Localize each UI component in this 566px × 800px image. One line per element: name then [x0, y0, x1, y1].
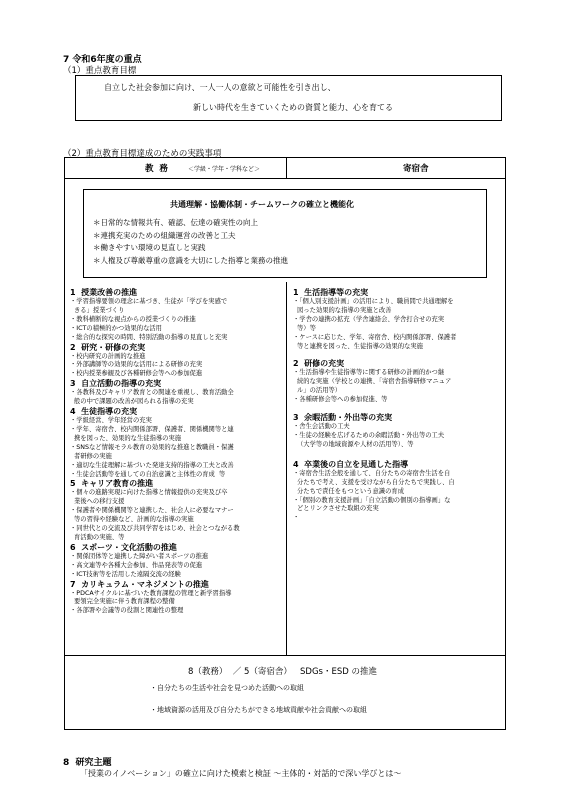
kyomu-line: ・関係団体等と連携した障がい者スポーツの推進: [70, 552, 209, 560]
kishukusha-line: ・舎生会活動の工夫: [293, 423, 350, 431]
goal-line-2: 新しい時代を生きていくための資質と能力、心を育てる: [193, 103, 393, 112]
kyomu-line: ・適切な生徒理解に基づいた発達支持的指導の工夫と改善: [70, 461, 234, 469]
common-title: 共通理解・協働体制・チームワークの確立と機能化: [170, 200, 354, 209]
kyomu-line: ・ICT技術等を活用した遠隔交流の経験: [70, 570, 181, 578]
kishukusha-line: ・生徒の経験を広げるための余暇活動・外出等の工夫: [293, 431, 445, 439]
header-kyomu: 教 務: [145, 164, 168, 174]
kyomu-line: ・学級経営、学年経営の充実: [70, 417, 152, 425]
kyomu-line: ・教科横断的な視点からの授業づくりの推進: [70, 315, 196, 323]
kyomu-line: 者研修の実施: [70, 452, 112, 460]
kyomu-block-5: [70, 479, 284, 542]
goal-box: [75, 75, 502, 121]
kyomu-column: [70, 288, 284, 616]
kishukusha-line: 等）等: [293, 324, 316, 332]
kishukusha-line: 等と連携を図った、生徒指導の効果的な実施: [293, 342, 423, 350]
kyomu-heading: 6 スポーツ・文化活動の推進: [70, 542, 177, 552]
kyomu-block-4: [70, 407, 284, 479]
section-7-title: 7 令和6年度の重点: [63, 55, 142, 65]
kyomu-line: ・各教科及びキャリア教育との関連を重視し、教育活動全: [70, 389, 234, 397]
kyomu-block-2: [70, 343, 284, 380]
kyomu-line: 般の中で課題の改善が図られる指導の充実: [70, 398, 194, 406]
kishukusha-line: 続的な実施（学校との連携、「寄宿舎指導研修マニュア: [293, 378, 452, 386]
subsection-1-title: （1）重点教育目標: [63, 66, 137, 76]
kishukusha-block-3: [293, 413, 503, 450]
header-kishukusha: 寄宿舎: [403, 164, 429, 174]
kishukusha-line: ・寄宿舎生活全般を通して、自分たちの寄宿舎生活を自: [293, 469, 451, 477]
kyomu-line: ・校内授業参観及び各種研修会等への参加促進: [70, 370, 203, 378]
kyomu-line: ・外部講師等の効果的な活用による研修の充実: [70, 361, 203, 369]
kishukusha-line: ・各種研修会等への参加促進、等: [293, 396, 388, 404]
kyomu-block-3: [70, 379, 284, 407]
kyomu-heading: 3 自立活動の指導の充実: [70, 379, 162, 389]
kyomu-line: ・各部署や会議等の役割と関連性の整理: [70, 607, 184, 615]
kyomu-heading: 7 カリキュラム・マネジメントの推進: [70, 579, 209, 589]
kyomu-line: ・総合的な探究の時間、特別活動の指導の見直しと充実: [70, 333, 228, 341]
kyomu-line: ・保護者や関係機関等と連携した、社会人に必要なマナー: [70, 507, 234, 515]
goal-line-1: 自立した社会参加に向け、一人一人の意欲と可能性を引き出し、: [104, 83, 336, 92]
sdgs-divider: [64, 655, 506, 656]
header-kyomu-note: ＜学級・学年・学科など＞: [188, 166, 261, 173]
kyomu-line: ・学習指導要領の理念に基づき、生徒が「学びを実感で: [70, 298, 228, 305]
kyomu-line: 業後への移行支援: [70, 498, 125, 506]
kishukusha-line: 図った効果的な指導の実施と改善: [293, 306, 392, 314]
kishukusha-column: [293, 288, 503, 523]
kyomu-line: 育活動の実施、等: [70, 533, 125, 541]
kishukusha-heading: 4 卒業後の自立を見通した指導: [293, 459, 409, 469]
kyomu-heading: 2 研究・研修の充実: [70, 342, 146, 352]
common-item: ＊働きやすい環境の見直しと実践: [93, 243, 206, 252]
header-divider: [65, 178, 505, 179]
kyomu-line: ・SNSなど情報モラル教育の効果的な推進と教職員・保護: [70, 443, 234, 451]
kishukusha-line: ・: [293, 514, 300, 522]
kyomu-line: 等の習得や経験など、計画的な指導の実施: [70, 516, 194, 524]
common-item: ＊連携充実のための組織運営の改善と工夫: [93, 230, 236, 240]
kyomu-line: ・学年、寄宿舎、校内関係部署、保護者、関係機関等と連: [70, 425, 234, 433]
kyomu-line: きる」授業づくり: [70, 306, 125, 314]
kyomu-line: ・生徒会活動等を通しての自治意識と主体性の育成 等: [70, 470, 226, 478]
kyomu-line: ・高文連等や各種大会参加、作品発表等の促進: [70, 561, 203, 569]
kyomu-line: ・ICTの積極的かつ効果的な活用: [70, 324, 162, 332]
kishukusha-line: ル」の活用等）: [293, 387, 342, 395]
section-8-title: 8 研究主題: [63, 758, 112, 768]
kishukusha-line: ・ケースに応じた、学年、寄宿舎、校内関係部署、保護者: [293, 333, 457, 341]
kishukusha-heading: 2 研修の充実: [293, 359, 345, 369]
kyomu-block-1: [70, 288, 284, 343]
sdgs-item: ・自分たちの生活や社会を見つめた活動への取組: [150, 684, 304, 692]
common-list: [93, 217, 288, 267]
kishukusha-line: ・「個人別支援計画」の活用により、職員間で共通理解を: [293, 298, 454, 305]
kyomu-block-6: [70, 543, 284, 580]
kyomu-line: ・校内研究の計画的な推進: [70, 352, 146, 360]
kishukusha-heading: 3 余暇活動・外出等の充実: [293, 413, 393, 423]
column-divider: [286, 282, 287, 655]
research-theme: 「授業のイノベーション」の確立に向けた模索と検証 〜主体的・対話的で深い学びとは〜: [80, 769, 402, 778]
kishukusha-line: 分たちで考え、支援を受けながら自分たちで実践し、自: [293, 478, 455, 486]
common-box: [83, 189, 487, 278]
kyomu-heading: 1 授業改善の推進: [70, 288, 138, 297]
common-item: ＊人権及び尊厳尊重の意識を大切にした指導と業務の推進: [93, 255, 288, 265]
kyomu-block-7: [70, 580, 284, 617]
kyomu-line: ・個々の進路実現に向けた指導と情報提供の充実及び卒: [70, 489, 228, 497]
kishukusha-line: ・「個別の教育支援計画」「自立活動の個別の指導画」な: [293, 496, 451, 504]
kyomu-line: 要領完全実施に伴う教育課程の整備: [70, 598, 175, 606]
kyomu-heading: 4 生徒指導の充実: [70, 407, 138, 417]
subsection-2-title: （2）重点教育目標達成のための実践事項: [63, 149, 222, 159]
kyomu-line: ・PDCAサイクルに基づいた教育課程の管理と新学習指導: [70, 589, 232, 597]
header-vertical-divider: [286, 158, 287, 178]
kishukusha-block-4: [293, 460, 503, 523]
kishukusha-line: （大学等の地域資源や人材の活用等）、等: [293, 440, 414, 448]
kishukusha-block-1: [293, 288, 503, 351]
sdgs-item: ・地域資源の活用及び自分たちができる地域貢献や社会貢献への取組: [150, 706, 367, 714]
kishukusha-line: どとリンクさせた取組の充実: [293, 505, 379, 513]
kishukusha-line: ・生活指導や生徒指導等に関する研修の計画的かつ継: [293, 369, 445, 377]
kishukusha-heading: 1 生活指導等の充実: [293, 288, 369, 297]
common-item: ＊日常的な情報共有、確認、伝達の確実性の向上: [93, 218, 258, 227]
kyomu-line: 携を図った、効果的な生徒指導の実施: [70, 434, 182, 442]
kyomu-line: ・同世代との交流及び共同学習をはじめ、社会とつながる教: [70, 525, 240, 533]
sdgs-title: 8（教務） ／ 5（寄宿舎） SDGs・ESD の推進: [188, 667, 377, 677]
kishukusha-line: 分たちで責任をもつという意識の育成: [293, 487, 404, 495]
kishukusha-line: ・学舎の連携の拡充（学舎連絡会、学舎打合せの充実: [293, 315, 445, 323]
kyomu-heading: 5 キャリア教育の推進: [70, 479, 154, 489]
kishukusha-block-2: [293, 359, 503, 405]
